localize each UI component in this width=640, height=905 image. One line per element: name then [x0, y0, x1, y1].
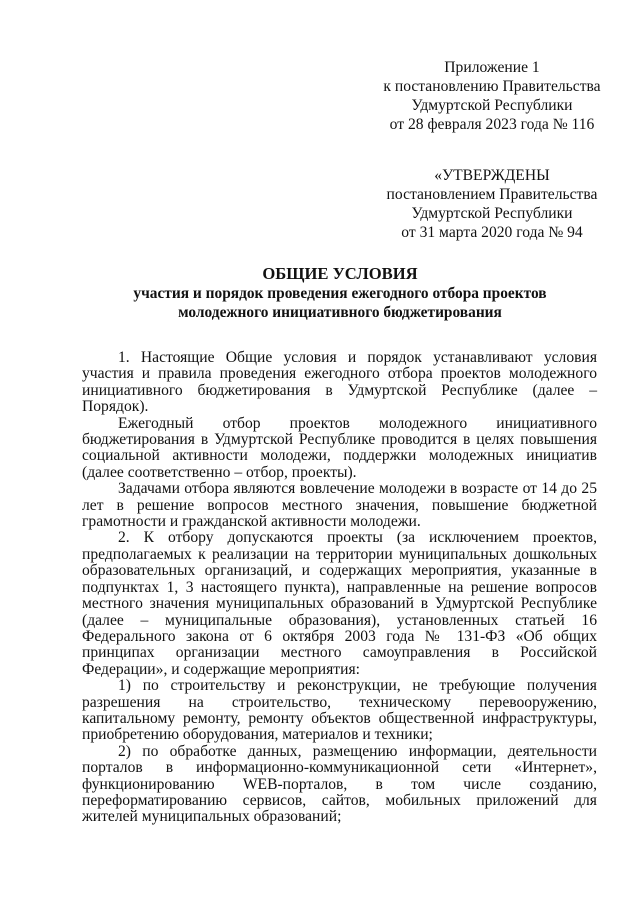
paragraph-6: 2) по обработке данных, размещению информации, деятельности порталов в информационно-коммуникационной сети «Интернет», функционированию WEB-порталов, в том числе созданию, переформатированию сервисов, сайтов, мобильных приложений для жителей муниципальных образований;: [82, 742, 597, 826]
paragraph-4: 2. К отбору допускаются проекты (за исключением проектов, предполагаемых к реализации на территории муниципальных дошкольных образовательных организаций, и содержащих мероприятия, указанные в подпунктах 1, 3 настоящего пункта), направленные на решение вопросов местного значения муниципальных образований в Удмуртской Республике (далее – муниципальные образования), установленных статьей 16 Федерального закона от 6 октября 2003 года № 131-ФЗ «Об общих принципах организации местного самоуправления в Российской Федерации», и содержащие мероприятия:: [82, 529, 597, 678]
approval-line: «УТВЕРЖДЕНЫ: [434, 167, 550, 184]
paragraph-5: 1) по строительству и реконструкции, не требующие получения разрешения на строительство, техническому перевооружению, капитальному ремонту, ремонту объектов общественной инфраструктуры, приобретению оборудования, материалов и техники;: [82, 677, 597, 744]
appendix-line: Приложение 1: [444, 59, 540, 76]
approval-line: от 31 марта 2020 года № 94: [401, 224, 583, 241]
title-sub-line-1: участия и порядок проведения ежегодного отбора проектов: [133, 285, 547, 302]
approval-stamp-text: [362, 166, 622, 242]
appendix-line: Удмуртской Республики: [411, 97, 573, 114]
appendix-line: от 28 февраля 2023 года № 116: [389, 116, 595, 133]
approval-line: Удмуртской Республики: [411, 205, 573, 222]
approval-line: постановлением Правительства: [386, 186, 598, 203]
document-title: [100, 264, 580, 322]
document-body: [82, 350, 597, 826]
paragraph-1: 1. Настоящие Общие условия и порядок устанавливают условия участия и правила проведения ежегодного отбора проектов молодежного инициативного бюджетирования в Удмуртской Республике (далее – Порядок).: [82, 349, 597, 416]
appendix-header: [362, 58, 622, 134]
appendix-line: к постановлению Правительства: [383, 78, 601, 95]
paragraph-3: Задачами отбора являются вовлечение молодежи в возрасте от 14 до 25 лет в решение вопросов местного значения, повышение бюджетной грамотности и гражданской активности молодежи.: [82, 480, 597, 531]
title-sub-line-2: молодежного инициативного бюджетирования: [178, 304, 502, 321]
paragraph-2: Ежегодный отбор проектов молодежного инициативного бюджетирования в Удмуртской Республике проводится в целях повышения социальной активности молодежи, поддержки молодежных инициатив (далее соответственно – отбор, проекты).: [82, 414, 597, 481]
title-main: ОБЩИЕ УСЛОВИЯ: [262, 264, 418, 283]
